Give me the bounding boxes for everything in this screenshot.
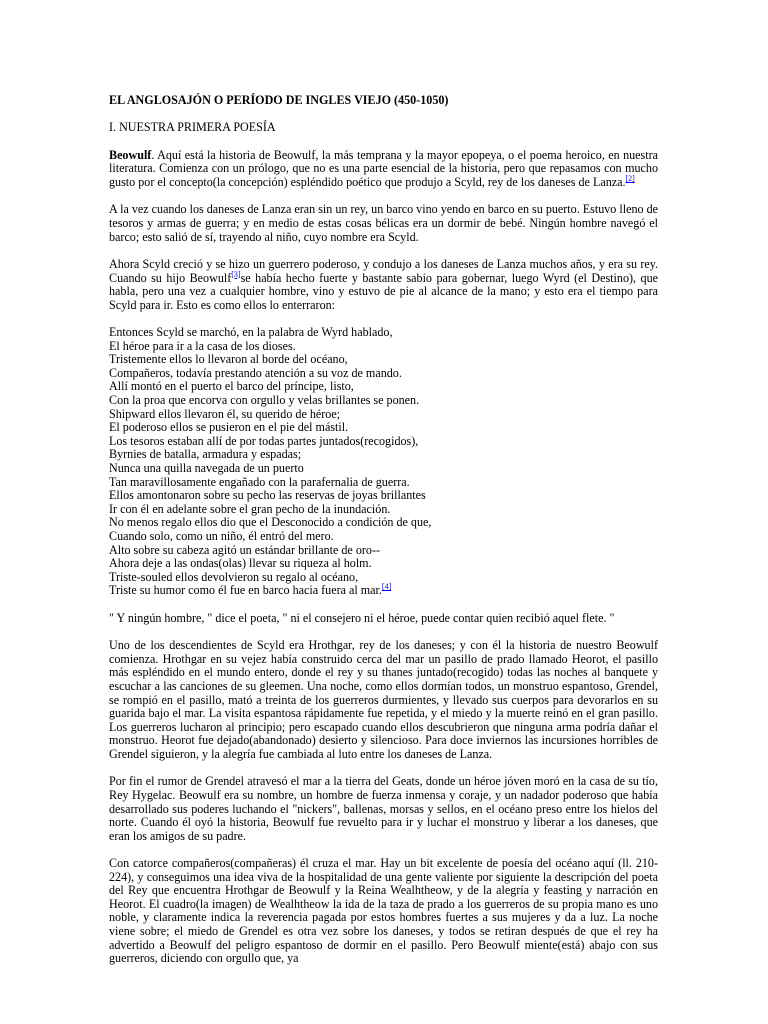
poem-line: Alto sobre su cabeza agitó un estándar brillante de oro--	[109, 542, 380, 557]
poem-line: El poderoso ellos se pusieron en el pie del mástil.	[109, 420, 349, 435]
paragraph-beowulf-intro	[109, 149, 658, 190]
footnote-link-3[interactable]: [3]	[231, 269, 241, 279]
poem-line: Shipward ellos llevaron él, su querido de héroe;	[109, 406, 341, 421]
poem-line: Byrnies de batalla, armadura y espadas;	[109, 447, 302, 462]
poem-line: Los tesoros estaban allí de por todas partes juntados(recogidos),	[109, 433, 419, 448]
poem-line: Ahora deje a las ondas(olas) llevar su riqueza al holm.	[109, 556, 372, 571]
paragraph-text: . Aquí está la historia de Beowulf, la más temprana y la mayor epopeya, o el poema heroico, en nuestra literatura. Comienza con un prólogo, que no es una parte esencial de la historia, pero que repasamos con mucho gusto por el concepto(la concepción) espléndido poético que produjo a Scyld, rey de los daneses de Lanza.	[109, 147, 658, 189]
poem-line: Cuando solo, como un niño, él entró del mero.	[109, 529, 334, 544]
paragraph-companions: Con catorce compañeros(compañeras) él cruza el mar. Hay un bit excelente de poesía del océano aquí (ll. 210-224), y conseguimos una idea viva de la hospitalidad de una gente valiente por siguiente la descripción del poeta del Rey que encuentra Hrothgar de Beowulf y la Reina Wealhtheow, y de la alegría y feasting y narración en Heorot. El cuadro(la imagen) de Wealhtheow la ida de la taza de prado a los guerreros de su propia mano es uno noble, y claramente indica la reverencia pagada por estos hombres fuertes a sus mujeres y da a luz. La noche viene sobre; el miedo de Grendel es otra vez sobre los daneses, y todos se retiran después de que el rey ha advertido a Beowulf del peligro espantoso de dormir en el pasillo. Pero Beowulf miente(está) abajo con sus guerreros, diciendo con orgullo que, ya	[109, 856, 658, 966]
document-body	[109, 94, 658, 980]
poem-line: Ellos amontonaron sobre su pecho las reservas de joyas brillantes	[109, 488, 426, 503]
paragraph-poet-quote: " Y ningún hombre, " dice el poeta, " ni el consejero ni el héroe, puede contar quien recibió aquel flete. "	[109, 610, 615, 625]
paragraph-ship-arrival: A la vez cuando los daneses de Lanza eran sin un rey, un barco vino yendo en barco en su puerto. Estuvo lleno de tesoros y armas de guerra; y en medio de estas cosas bélicas era un dormir de bebé. Ningún hombre navegó el barco; esto salió de sí, trayendo al niño, cuyo nombre era Scyld.	[109, 202, 658, 244]
poem-line: No menos regalo ellos dio que el Desconocido a condición de que,	[109, 515, 432, 530]
poem-line: Allí montó en el puerto el barco del príncipe, listo,	[109, 379, 354, 394]
poem-block	[109, 326, 658, 598]
poem-line: Compañeros, todavía prestando atención a su voz de mando.	[109, 365, 402, 380]
poem-line: Ir con él en adelante sobre el gran pecho de la inundación.	[109, 501, 391, 516]
footnote-link-2[interactable]: [2]	[625, 173, 635, 183]
poem-line: Entonces Scyld se marchó, en la palabra de Wyrd hablado,	[109, 325, 393, 340]
poem-line: Triste-souled ellos devolvieron su regalo al océano,	[109, 569, 359, 584]
poem-line-text: Triste su humor como él fue en barco hacia fuera al mar.	[109, 583, 382, 598]
poem-line: El héroe para ir a la casa de los dioses.	[109, 338, 296, 353]
section-heading: I. NUESTRA PRIMERA POESÍA	[109, 120, 276, 135]
paragraph-scyld-grew	[109, 258, 658, 312]
footnote-link-4[interactable]: [4]	[381, 582, 392, 592]
poem-line: Tristemente ellos lo llevaron al borde del océano,	[109, 352, 348, 367]
beowulf-bold-term: Beowulf	[109, 147, 152, 162]
paragraph-hrothgar: Uno de los descendientes de Scyld era Hrothgar, rey de los daneses; y con él la historia de nuestro Beowulf comienza. Hrothgar en su vejez había construido cerca del mar un pasillo de prado llamado Heorot, el pasillo más espléndido en el mundo entero, donde el rey y su thanes juntado(recogido) todas las noches al banquete y escuchar a las canciones de su gleemen. Una noche, como ellos dormían todos, un monstruo espantoso, Grendel, se rompió en el pasillo, mató a treinta de los guerreros durmientes, y llevado sus cuerpos para devorarlos en su guarida bajo el mar. La visita espantosa rápidamente fue repetida, y el miedo y la muerte reinó en el gran pasillo. Los guerreros lucharon al principio; pero escapado cuando ellos descubrieron que ninguna arma podría dañar el monstruo. Heorot fue dejado(abandonado) desierto y silencioso. Para doce inviernos las incursiones horribles de Grendel siguieron, y la alegría fue cambiada al luto entre los daneses de Lanza.	[109, 638, 658, 761]
document-title: EL ANGLOSAJÓN O PERÍODO DE INGLES VIEJO (450-1050)	[109, 93, 449, 107]
poem-line: Tan maravillosamente engañado con la parafernalia de guerra.	[109, 474, 410, 489]
paragraph-geats: Por fin el rumor de Grendel atravesó el mar a la tierra del Geats, donde un héroe jóven moró en la casa de su tío, Rey Hygelac. Beowulf era su nombre, un hombre de fuerza inmensa y coraje, y un nadador poderoso que había desarrollado sus poderes luchando el "nickers", ballenas, morsas y sellos, en el océano preso entre los hielos del norte. Cuando él oyó la historia, Beowulf fue revuelto para ir y luchar el monstruo y liberar a los daneses, que eran los amigos de su padre.	[109, 774, 658, 843]
poem-line: Nunca una quilla navegada de un puerto	[109, 461, 304, 476]
poem-line-last	[109, 584, 658, 598]
paragraph-text: se había hecho fuerte y bastante sabio para gobernar, luego Wyrd (el Destino), que habla, pero una vez a cualquier hombre, vino y estuvo de pie al alcance de la mano; y esto era el tiempo para Scyld para ir. Esto es como ellos lo enterraron:	[109, 270, 658, 312]
poem-line: Con la proa que encorva con orgullo y velas brillantes se ponen.	[109, 393, 420, 408]
paragraph-text: Ahora Scyld creció y se hizo un guerrero poderoso, y condujo a los daneses de Lanza muchos años, y era su rey. Cuando su hijo Beowulf	[109, 256, 658, 285]
